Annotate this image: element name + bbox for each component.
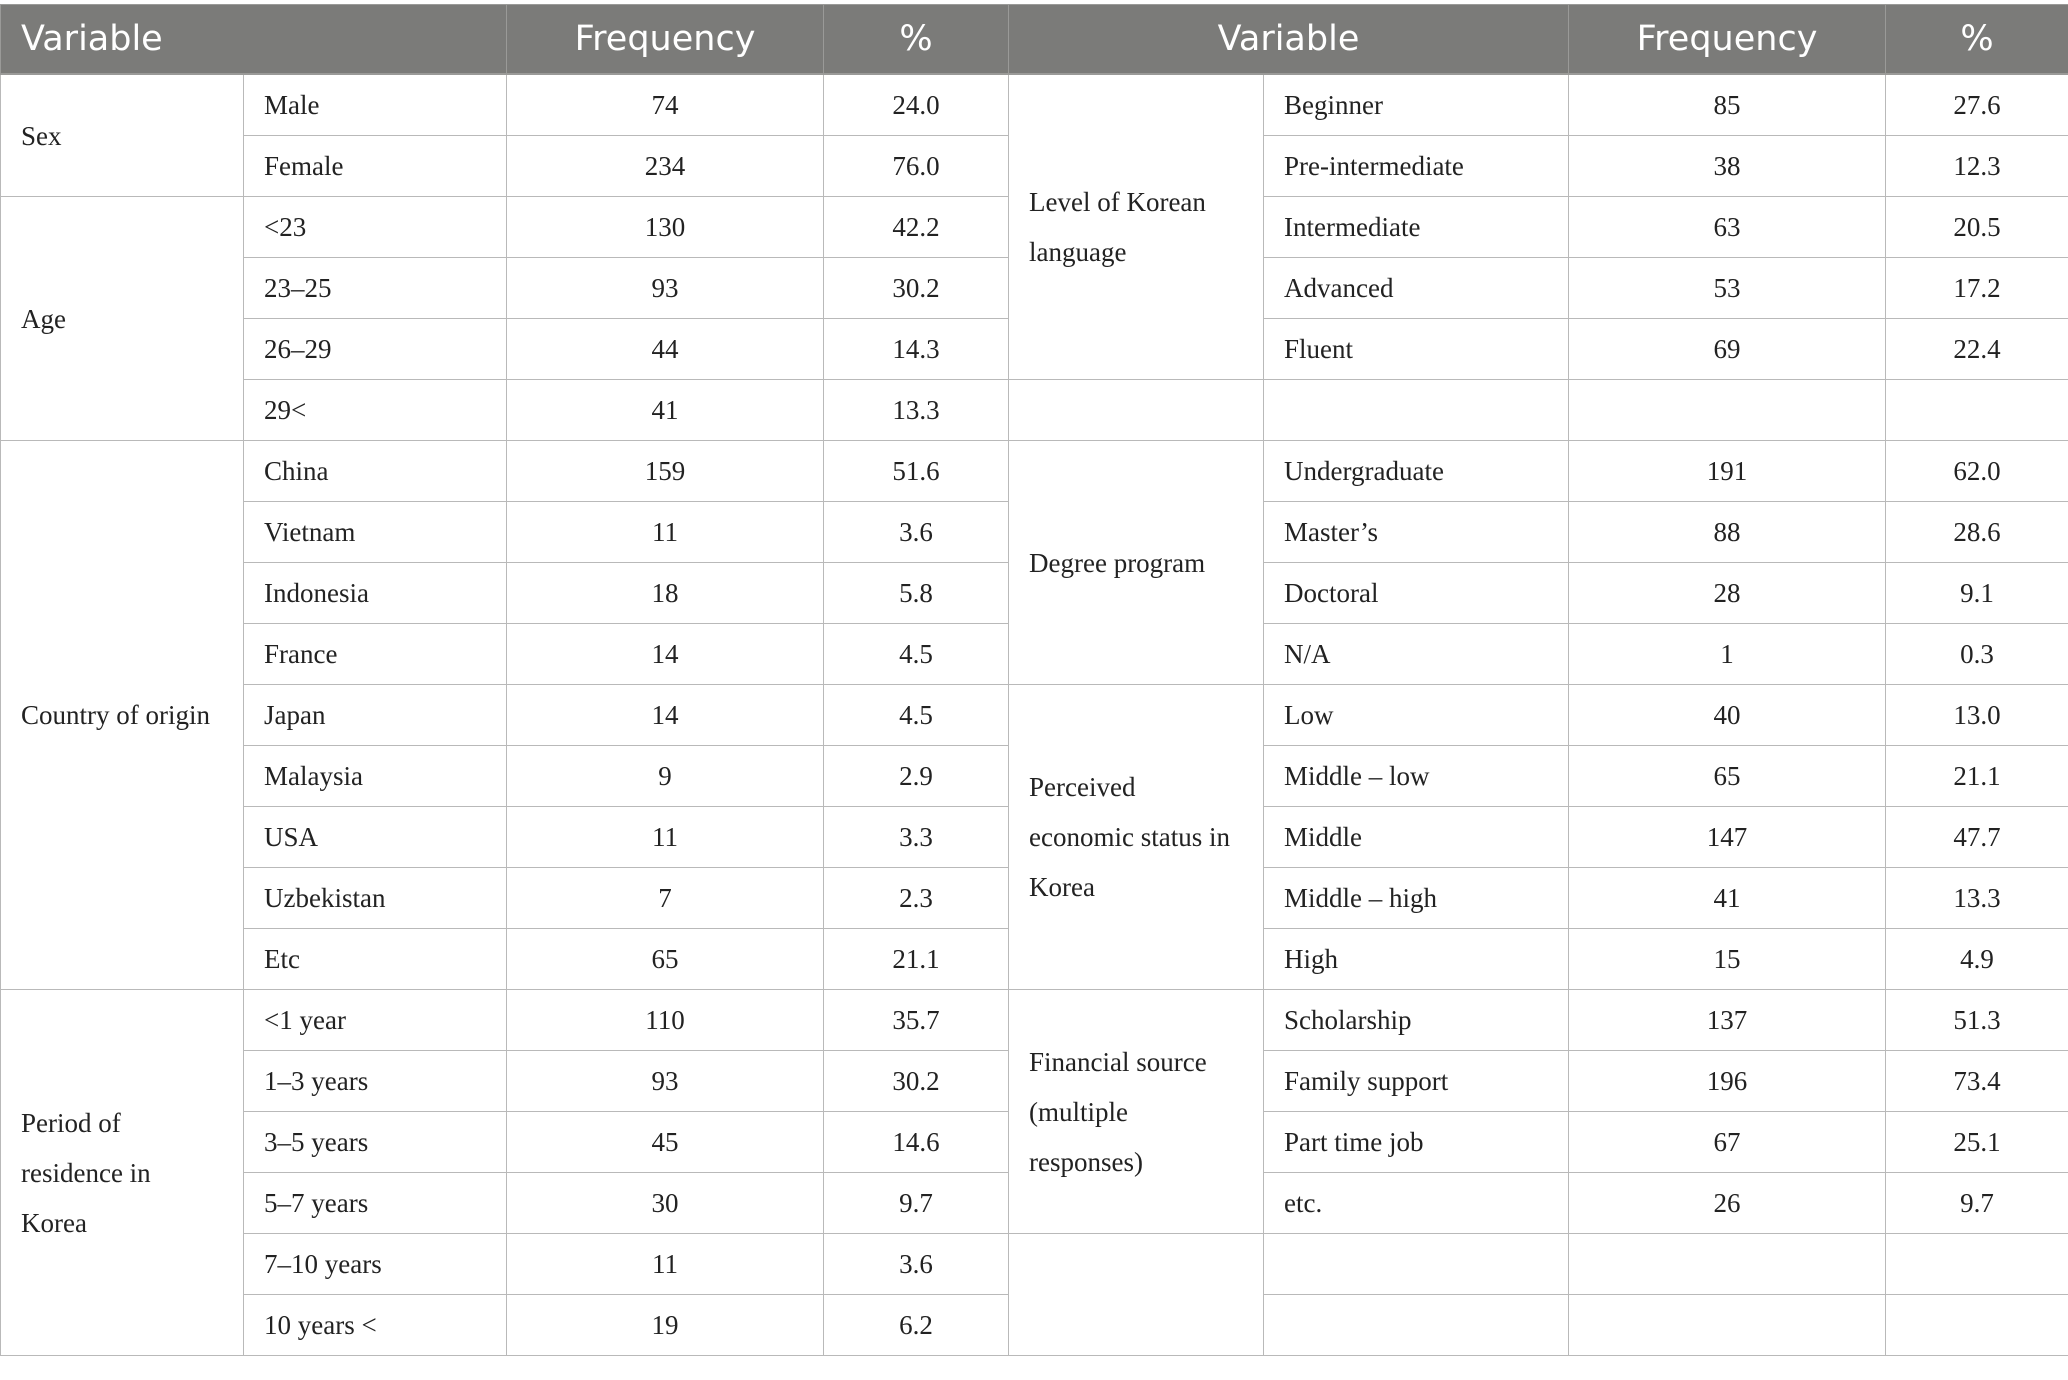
left-category-label: 29<	[244, 380, 507, 441]
left-frequency-cell: 159	[507, 441, 824, 502]
left-percent-cell: 42.2	[824, 197, 1009, 258]
right-category-label: Middle – low	[1264, 746, 1569, 807]
left-category-label: China	[244, 441, 507, 502]
left-category-label: <23	[244, 197, 507, 258]
left-percent-cell: 30.2	[824, 1051, 1009, 1112]
left-frequency-cell: 14	[507, 624, 824, 685]
left-group-label: Country of origin	[1, 441, 244, 990]
right-frequency-cell: 147	[1569, 807, 1886, 868]
left-frequency-cell: 9	[507, 746, 824, 807]
left-percent-cell: 14.6	[824, 1112, 1009, 1173]
right-category-label: Part time job	[1264, 1112, 1569, 1173]
left-frequency-cell: 19	[507, 1295, 824, 1356]
right-percent-cell: 13.0	[1886, 685, 2068, 746]
left-group-label: Period of residence in Korea	[1, 990, 244, 1356]
table-row	[1, 380, 2068, 441]
left-percent-cell: 76.0	[824, 136, 1009, 197]
header-percent-right: %	[1886, 5, 2068, 75]
right-category-label: etc.	[1264, 1173, 1569, 1234]
left-category-label: Indonesia	[244, 563, 507, 624]
left-category-label: 3–5 years	[244, 1112, 507, 1173]
left-category-label: Japan	[244, 685, 507, 746]
right-category-label: Master’s	[1264, 502, 1569, 563]
right-frequency-cell	[1569, 1234, 1886, 1295]
right-category-label: Pre-intermediate	[1264, 136, 1569, 197]
left-category-label: 5–7 years	[244, 1173, 507, 1234]
right-percent-cell: 9.1	[1886, 563, 2068, 624]
right-frequency-cell: 88	[1569, 502, 1886, 563]
left-percent-cell: 35.7	[824, 990, 1009, 1051]
right-group-label: Degree program	[1009, 441, 1264, 685]
left-frequency-cell: 30	[507, 1173, 824, 1234]
left-frequency-cell: 41	[507, 380, 824, 441]
left-percent-cell: 13.3	[824, 380, 1009, 441]
left-frequency-cell: 11	[507, 502, 824, 563]
right-category-label: Middle – high	[1264, 868, 1569, 929]
right-frequency-cell: 85	[1569, 74, 1886, 136]
right-percent-cell: 12.3	[1886, 136, 2068, 197]
right-frequency-cell: 69	[1569, 319, 1886, 380]
right-percent-cell: 20.5	[1886, 197, 2068, 258]
right-frequency-cell: 63	[1569, 197, 1886, 258]
table-row	[1, 1234, 2068, 1295]
right-percent-cell: 0.3	[1886, 624, 2068, 685]
right-category-label: N/A	[1264, 624, 1569, 685]
demographics-table	[0, 4, 2068, 1356]
right-category-label	[1264, 1234, 1569, 1295]
right-percent-cell: 62.0	[1886, 441, 2068, 502]
left-group-label: Age	[1, 197, 244, 441]
table-body	[1, 74, 2068, 1356]
left-category-label: 23–25	[244, 258, 507, 319]
right-percent-cell: 73.4	[1886, 1051, 2068, 1112]
left-percent-cell: 51.6	[824, 441, 1009, 502]
right-category-label: Undergraduate	[1264, 441, 1569, 502]
right-percent-cell: 21.1	[1886, 746, 2068, 807]
left-percent-cell: 2.3	[824, 868, 1009, 929]
left-frequency-cell: 7	[507, 868, 824, 929]
left-frequency-cell: 44	[507, 319, 824, 380]
right-category-label: Advanced	[1264, 258, 1569, 319]
header-percent-left: %	[824, 5, 1009, 75]
right-group-label: Financial source (multiple responses)	[1009, 990, 1264, 1234]
left-category-label: 7–10 years	[244, 1234, 507, 1295]
right-category-label: Fluent	[1264, 319, 1569, 380]
left-frequency-cell: 93	[507, 258, 824, 319]
right-frequency-cell: 40	[1569, 685, 1886, 746]
right-frequency-cell	[1569, 380, 1886, 441]
left-percent-cell: 4.5	[824, 624, 1009, 685]
left-frequency-cell: 11	[507, 1234, 824, 1295]
left-category-label: France	[244, 624, 507, 685]
left-category-label: USA	[244, 807, 507, 868]
left-frequency-cell: 14	[507, 685, 824, 746]
left-frequency-cell: 45	[507, 1112, 824, 1173]
left-frequency-cell: 11	[507, 807, 824, 868]
right-percent-cell	[1886, 1234, 2068, 1295]
right-frequency-cell: 38	[1569, 136, 1886, 197]
right-category-label	[1264, 380, 1569, 441]
right-category-label: High	[1264, 929, 1569, 990]
left-category-label: Etc	[244, 929, 507, 990]
right-frequency-cell: 137	[1569, 990, 1886, 1051]
left-category-label: Male	[244, 74, 507, 136]
right-frequency-cell: 53	[1569, 258, 1886, 319]
left-percent-cell: 3.6	[824, 502, 1009, 563]
right-category-label: Family support	[1264, 1051, 1569, 1112]
left-percent-cell: 2.9	[824, 746, 1009, 807]
right-frequency-cell: 26	[1569, 1173, 1886, 1234]
right-frequency-cell: 28	[1569, 563, 1886, 624]
left-category-label: Female	[244, 136, 507, 197]
right-category-label: Doctoral	[1264, 563, 1569, 624]
right-percent-cell: 47.7	[1886, 807, 2068, 868]
right-frequency-cell: 67	[1569, 1112, 1886, 1173]
right-percent-cell	[1886, 380, 2068, 441]
right-category-label: Intermediate	[1264, 197, 1569, 258]
left-percent-cell: 14.3	[824, 319, 1009, 380]
left-frequency-cell: 234	[507, 136, 824, 197]
left-percent-cell: 4.5	[824, 685, 1009, 746]
header-variable-left: Variable	[1, 5, 507, 75]
right-percent-cell: 17.2	[1886, 258, 2068, 319]
right-percent-cell: 27.6	[1886, 74, 2068, 136]
right-category-label: Middle	[1264, 807, 1569, 868]
header-frequency-right: Frequency	[1569, 5, 1886, 75]
left-frequency-cell: 18	[507, 563, 824, 624]
left-category-label: 26–29	[244, 319, 507, 380]
left-frequency-cell: 74	[507, 74, 824, 136]
right-frequency-cell: 1	[1569, 624, 1886, 685]
left-category-label: Uzbekistan	[244, 868, 507, 929]
left-category-label: Malaysia	[244, 746, 507, 807]
right-frequency-cell: 15	[1569, 929, 1886, 990]
right-frequency-cell: 65	[1569, 746, 1886, 807]
left-percent-cell: 24.0	[824, 74, 1009, 136]
right-percent-cell: 4.9	[1886, 929, 2068, 990]
right-category-label: Scholarship	[1264, 990, 1569, 1051]
right-group-label: Perceived economic status in Korea	[1009, 685, 1264, 990]
table-row	[1, 990, 2068, 1051]
right-percent-cell	[1886, 1295, 2068, 1356]
left-frequency-cell: 110	[507, 990, 824, 1051]
right-frequency-cell: 196	[1569, 1051, 1886, 1112]
right-group-label	[1009, 380, 1264, 441]
left-percent-cell: 9.7	[824, 1173, 1009, 1234]
right-group-label	[1009, 1234, 1264, 1356]
left-percent-cell: 3.3	[824, 807, 1009, 868]
left-category-label: <1 year	[244, 990, 507, 1051]
right-frequency-cell: 41	[1569, 868, 1886, 929]
left-category-label: 1–3 years	[244, 1051, 507, 1112]
right-percent-cell: 28.6	[1886, 502, 2068, 563]
left-percent-cell: 5.8	[824, 563, 1009, 624]
left-category-label: Vietnam	[244, 502, 507, 563]
left-percent-cell: 6.2	[824, 1295, 1009, 1356]
right-percent-cell: 25.1	[1886, 1112, 2068, 1173]
right-category-label	[1264, 1295, 1569, 1356]
right-percent-cell: 22.4	[1886, 319, 2068, 380]
right-frequency-cell	[1569, 1295, 1886, 1356]
table-row	[1, 685, 2068, 746]
left-group-label: Sex	[1, 74, 244, 197]
right-percent-cell: 51.3	[1886, 990, 2068, 1051]
right-frequency-cell: 191	[1569, 441, 1886, 502]
right-category-label: Low	[1264, 685, 1569, 746]
right-percent-cell: 9.7	[1886, 1173, 2068, 1234]
right-percent-cell: 13.3	[1886, 868, 2068, 929]
table-row	[1, 74, 2068, 136]
left-percent-cell: 21.1	[824, 929, 1009, 990]
right-group-label: Level of Korean language	[1009, 74, 1264, 380]
header-variable-right: Variable	[1009, 5, 1569, 75]
left-frequency-cell: 93	[507, 1051, 824, 1112]
header-frequency-left: Frequency	[507, 5, 824, 75]
left-percent-cell: 30.2	[824, 258, 1009, 319]
table-row	[1, 441, 2068, 502]
left-frequency-cell: 130	[507, 197, 824, 258]
left-percent-cell: 3.6	[824, 1234, 1009, 1295]
right-category-label: Beginner	[1264, 74, 1569, 136]
left-frequency-cell: 65	[507, 929, 824, 990]
left-category-label: 10 years <	[244, 1295, 507, 1356]
header-row	[1, 5, 2068, 75]
